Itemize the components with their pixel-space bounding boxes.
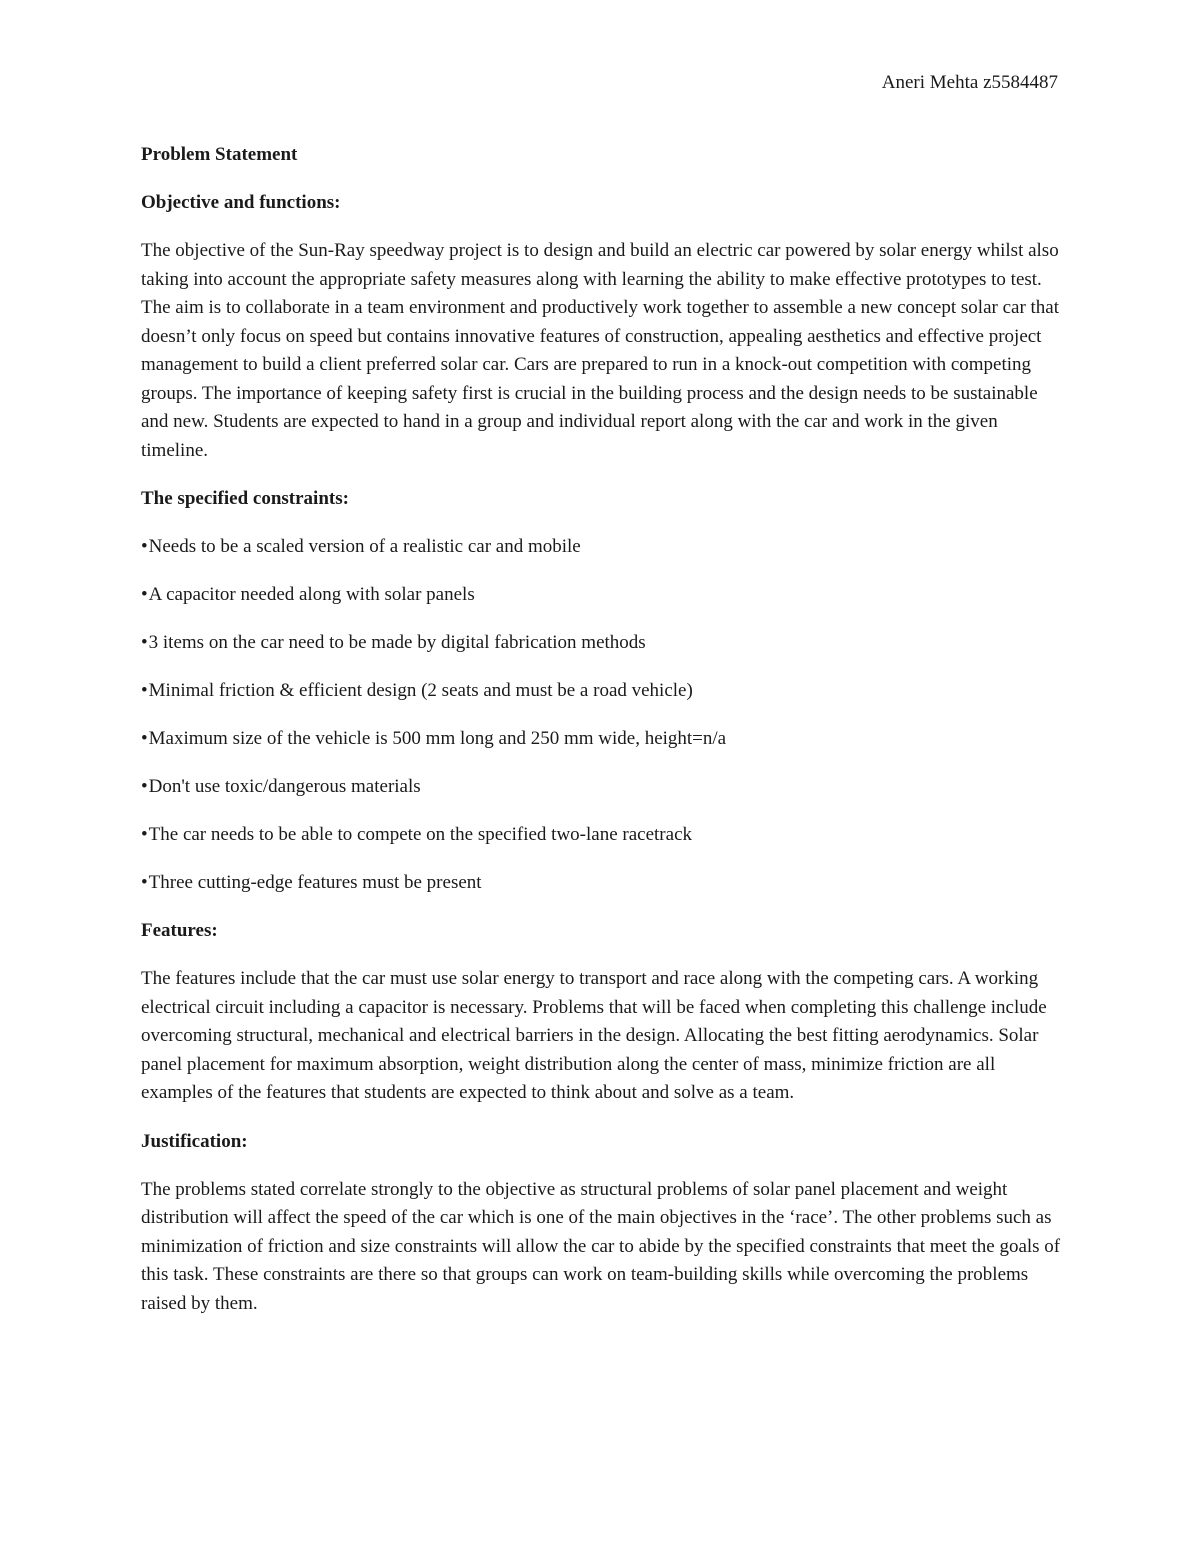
justification-heading: Justification: [141,1130,248,1152]
list-item [141,725,1061,754]
bullet-icon: • [141,536,148,557]
list-item-text: The car needs to be able to compete on the specified two-lane racetrack [148,824,693,845]
list-item [141,677,1061,706]
document-title: Problem Statement [141,144,298,165]
list-item [141,821,1061,850]
list-item [141,581,1061,610]
features-heading: Features: [141,920,218,941]
features-paragraph: The features include that the car must use solar energy to transport and race along with the competing cars. A working electrical circuit including a capacitor is necessary. Problems that will be faced when completing this challenge include overcoming structural, mechanical and electrical barriers in the design. Allocating the best fitting aerodynamics. Solar panel placement for maximum absorption, weight distribution along the center of mass, minimize friction are all examples of the features that students are expected to think about and solve as a team. [141,968,1047,1103]
constraints-list [141,533,1061,898]
constraints-heading: The specified constraints: [141,488,349,509]
list-item-text: Minimal friction & efficient design (2 seats and must be a road vehicle) [148,680,693,701]
document-body [141,141,1061,1338]
bullet-icon: • [141,824,148,845]
list-item-text: Maximum size of the vehicle is 500 mm long and 250 mm wide, height=n/a [148,728,727,749]
list-item-text: 3 items on the car need to be made by digital fabrication methods [148,632,646,653]
list-item [141,629,1061,658]
list-item-text: Don't use toxic/dangerous materials [148,776,421,797]
bullet-icon: • [141,776,148,797]
list-item-text: Needs to be a scaled version of a realistic car and mobile [148,536,581,557]
author-header: Aneri Mehta z5584487 [881,72,1058,93]
bullet-icon: • [141,728,148,749]
justification-paragraph: The problems stated correlate strongly to the objective as structural problems of solar panel placement and weight distribution will affect the speed of the car which is one of the main objectives in the ‘race’. The other problems such as minimization of friction and size constraints will allow the car to abide by the specified constraints that meet the goals of this task. These constraints are there so that groups can work on team-building skills while overcoming the problems raised by them. [141,1178,1061,1314]
bullet-icon: • [141,872,148,893]
list-item [141,773,1061,802]
list-item-text: A capacitor needed along with solar panels [148,584,475,605]
list-item [141,533,1061,562]
bullet-icon: • [141,632,148,653]
objective-heading: Objective and functions: [141,192,341,213]
list-item-text: Three cutting-edge features must be present [148,872,482,893]
bullet-icon: • [141,584,148,605]
bullet-icon: • [141,680,148,701]
list-item [141,869,1061,898]
objective-paragraph: The objective of the Sun-Ray speedway project is to design and build an electric car powered by solar energy whilst also taking into account the appropriate safety measures along with learning the ability to make effective prototypes to test. The aim is to collaborate in a team environment and productively work together to assemble a new concept solar car that doesn’t only focus on speed but contains innovative features of construction, appealing aesthetics and effective project management to build a client preferred solar car. Cars are prepared to run in a knock-out competition with competing groups. The importance of keeping safety first is crucial in the building process and the design needs to be sustainable and new. Students are expected to hand in a group and individual report along with the car and work in the given timeline. [141,240,1060,461]
